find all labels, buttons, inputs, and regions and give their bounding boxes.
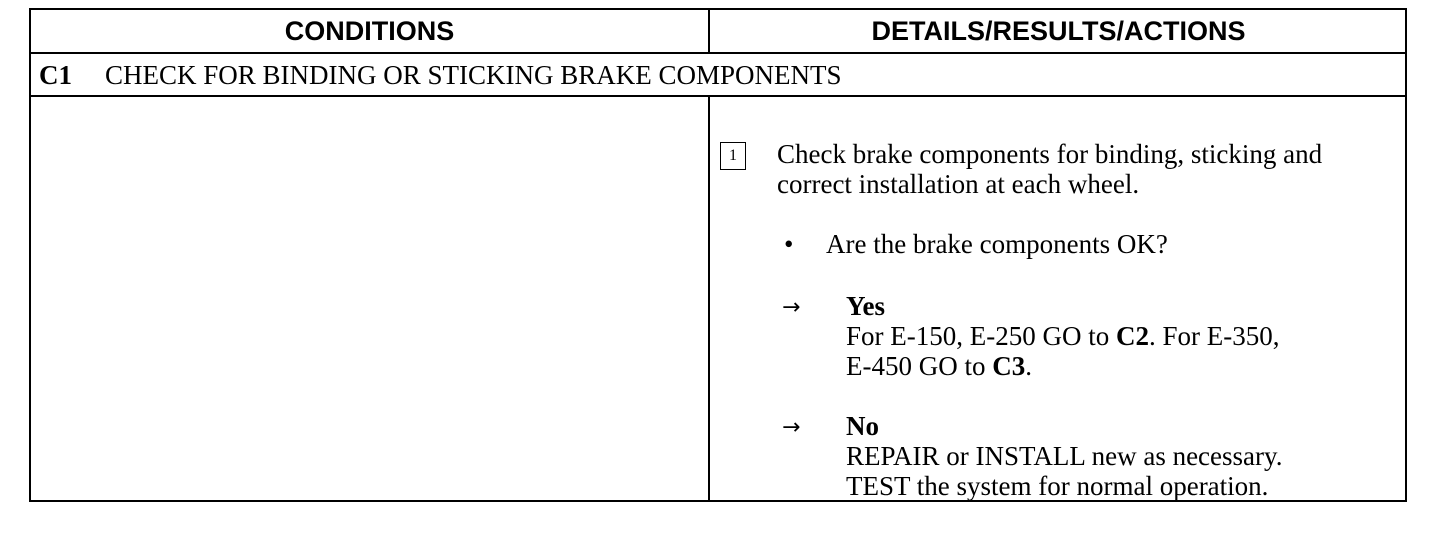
table-header: [31, 10, 1405, 54]
ref-c3: C3: [992, 351, 1026, 381]
section-row: [31, 54, 1405, 97]
details-cell: [710, 97, 1407, 500]
no-action-line-2: TEST the system for normal operation.: [846, 471, 1269, 501]
bullet-icon: •: [784, 229, 794, 259]
arrow-right-icon: →: [782, 415, 801, 440]
ref-c2: C2: [1115, 321, 1149, 351]
no-label: No: [846, 411, 879, 441]
yes-label: Yes: [846, 291, 885, 321]
conditions-cell: [31, 97, 710, 500]
step-question: Are the brake components OK?: [826, 229, 1168, 259]
diagnostic-table: [29, 8, 1407, 502]
yes-action-line-2: E-450 GO to C3.: [846, 351, 1032, 381]
yes-answer: [846, 291, 1386, 381]
no-action-line-1: REPAIR or INSTALL new as necessary.: [846, 441, 1283, 471]
conditions-header: CONDITIONS: [31, 10, 710, 52]
step-instruction: Check brake components for binding, sticking and correct installation at each wheel.: [777, 139, 1323, 199]
section-title: CHECK FOR BINDING OR STICKING BRAKE COMPONENTS: [105, 60, 842, 90]
yes-action-line-1: For E-150, E-250 GO to C2. For E-350,: [846, 321, 1280, 351]
section-id: C1: [39, 60, 72, 90]
arrow-right-icon: →: [782, 295, 801, 320]
no-answer: [846, 411, 1386, 501]
details-header: DETAILS/RESULTS/ACTIONS: [871, 15, 1246, 46]
step-number-box: 1: [720, 142, 746, 170]
